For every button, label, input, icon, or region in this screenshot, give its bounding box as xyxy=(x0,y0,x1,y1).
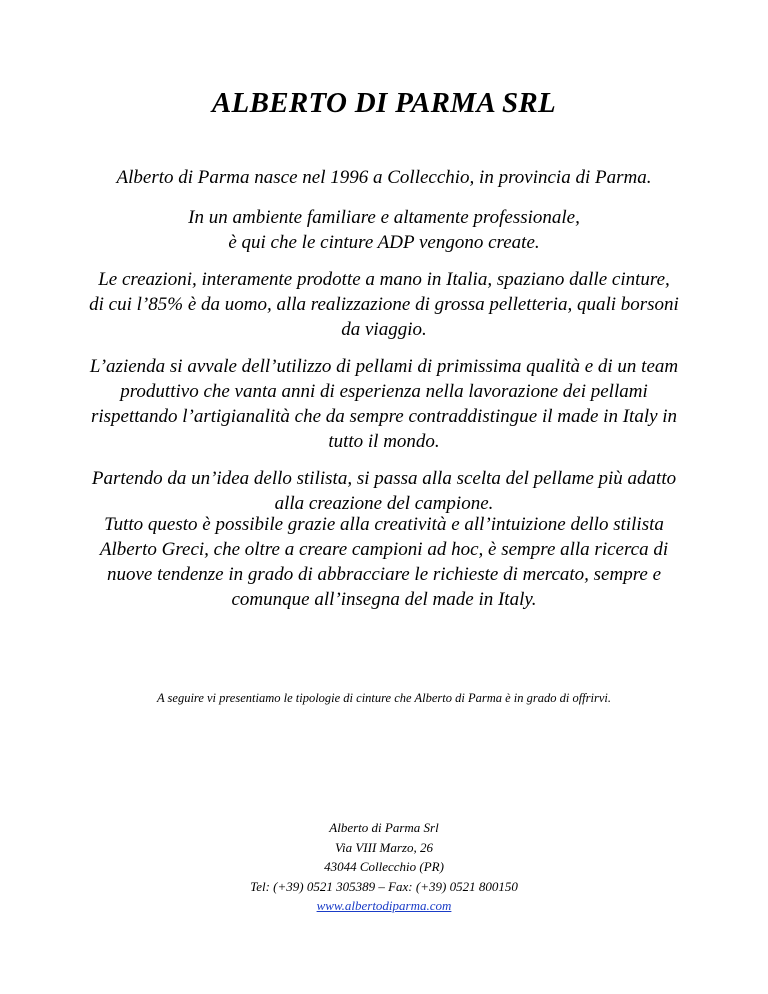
paragraph-creations xyxy=(60,267,708,342)
paragraph-line: produttivo che vanta anni di esperienza nella lavorazione dei pellami xyxy=(120,381,648,402)
paragraph-process xyxy=(60,466,708,516)
paragraph-line: è qui che le cinture ADP vengono create. xyxy=(228,232,540,253)
paragraph-line: comunque all’insegna del made in Italy. xyxy=(231,589,537,610)
paragraph-line: Alberto Greci, che oltre a creare campioni ad hoc, è sempre alla ricerca di xyxy=(99,539,669,560)
paragraph-line: da viaggio. xyxy=(341,319,427,340)
paragraph-environment xyxy=(60,205,708,255)
paragraph-founding xyxy=(60,165,708,190)
paragraph-line: Alberto di Parma nasce nel 1996 a Collecchio, in provincia di Parma. xyxy=(116,167,652,188)
paragraph-line: di cui l’85% è da uomo, alla realizzazione di grossa pelletteria, quali borsoni xyxy=(89,294,679,315)
contact-footer xyxy=(0,818,768,916)
paragraph-line: Le creazioni, interamente prodotte a mano in Italia, spaziano dalle cinture, xyxy=(98,269,670,290)
paragraph-line: nuove tendenze in grado di abbracciare le richieste di mercato, sempre e xyxy=(106,564,662,585)
footer-website-line xyxy=(0,896,768,916)
paragraph-line: Tutto questo è possibile grazie alla creatività e all’intuizione dello stilista xyxy=(104,514,664,535)
footer-company: Alberto di Parma Srl xyxy=(329,820,439,835)
footer-city: 43044 Collecchio (PR) xyxy=(324,859,444,874)
paragraph-line: Partendo da un’idea dello stilista, si passa alla scelta del pellame più adatto xyxy=(91,468,677,489)
website-link[interactable]: www.albertodiparma.com xyxy=(316,898,452,913)
paragraph-line: alla creazione del campione. xyxy=(274,493,494,514)
paragraph-line: rispettando l’artigianalità che da sempre contraddistingue il made in Italy in xyxy=(90,406,678,427)
document-title: ALBERTO DI PARMA SRL xyxy=(211,87,557,119)
paragraph-line: In un ambiente familiare e altamente professionale, xyxy=(188,207,580,228)
paragraph-line: L’azienda si avvale dell’utilizzo di pellami di primissima qualità e di un team xyxy=(89,356,679,377)
footer-phone-fax: Tel: (+39) 0521 305389 – Fax: (+39) 0521 800150 xyxy=(250,878,518,894)
belt-types-intro: A seguire vi presentiamo le tipologie di cinture che Alberto di Parma è in grado di offrirvi. xyxy=(157,691,611,705)
paragraph-quality xyxy=(60,354,708,454)
paragraph-line: tutto il mondo. xyxy=(328,431,440,452)
footer-address: Via VIII Marzo, 26 xyxy=(335,839,433,855)
paragraph-stylist xyxy=(60,512,708,612)
